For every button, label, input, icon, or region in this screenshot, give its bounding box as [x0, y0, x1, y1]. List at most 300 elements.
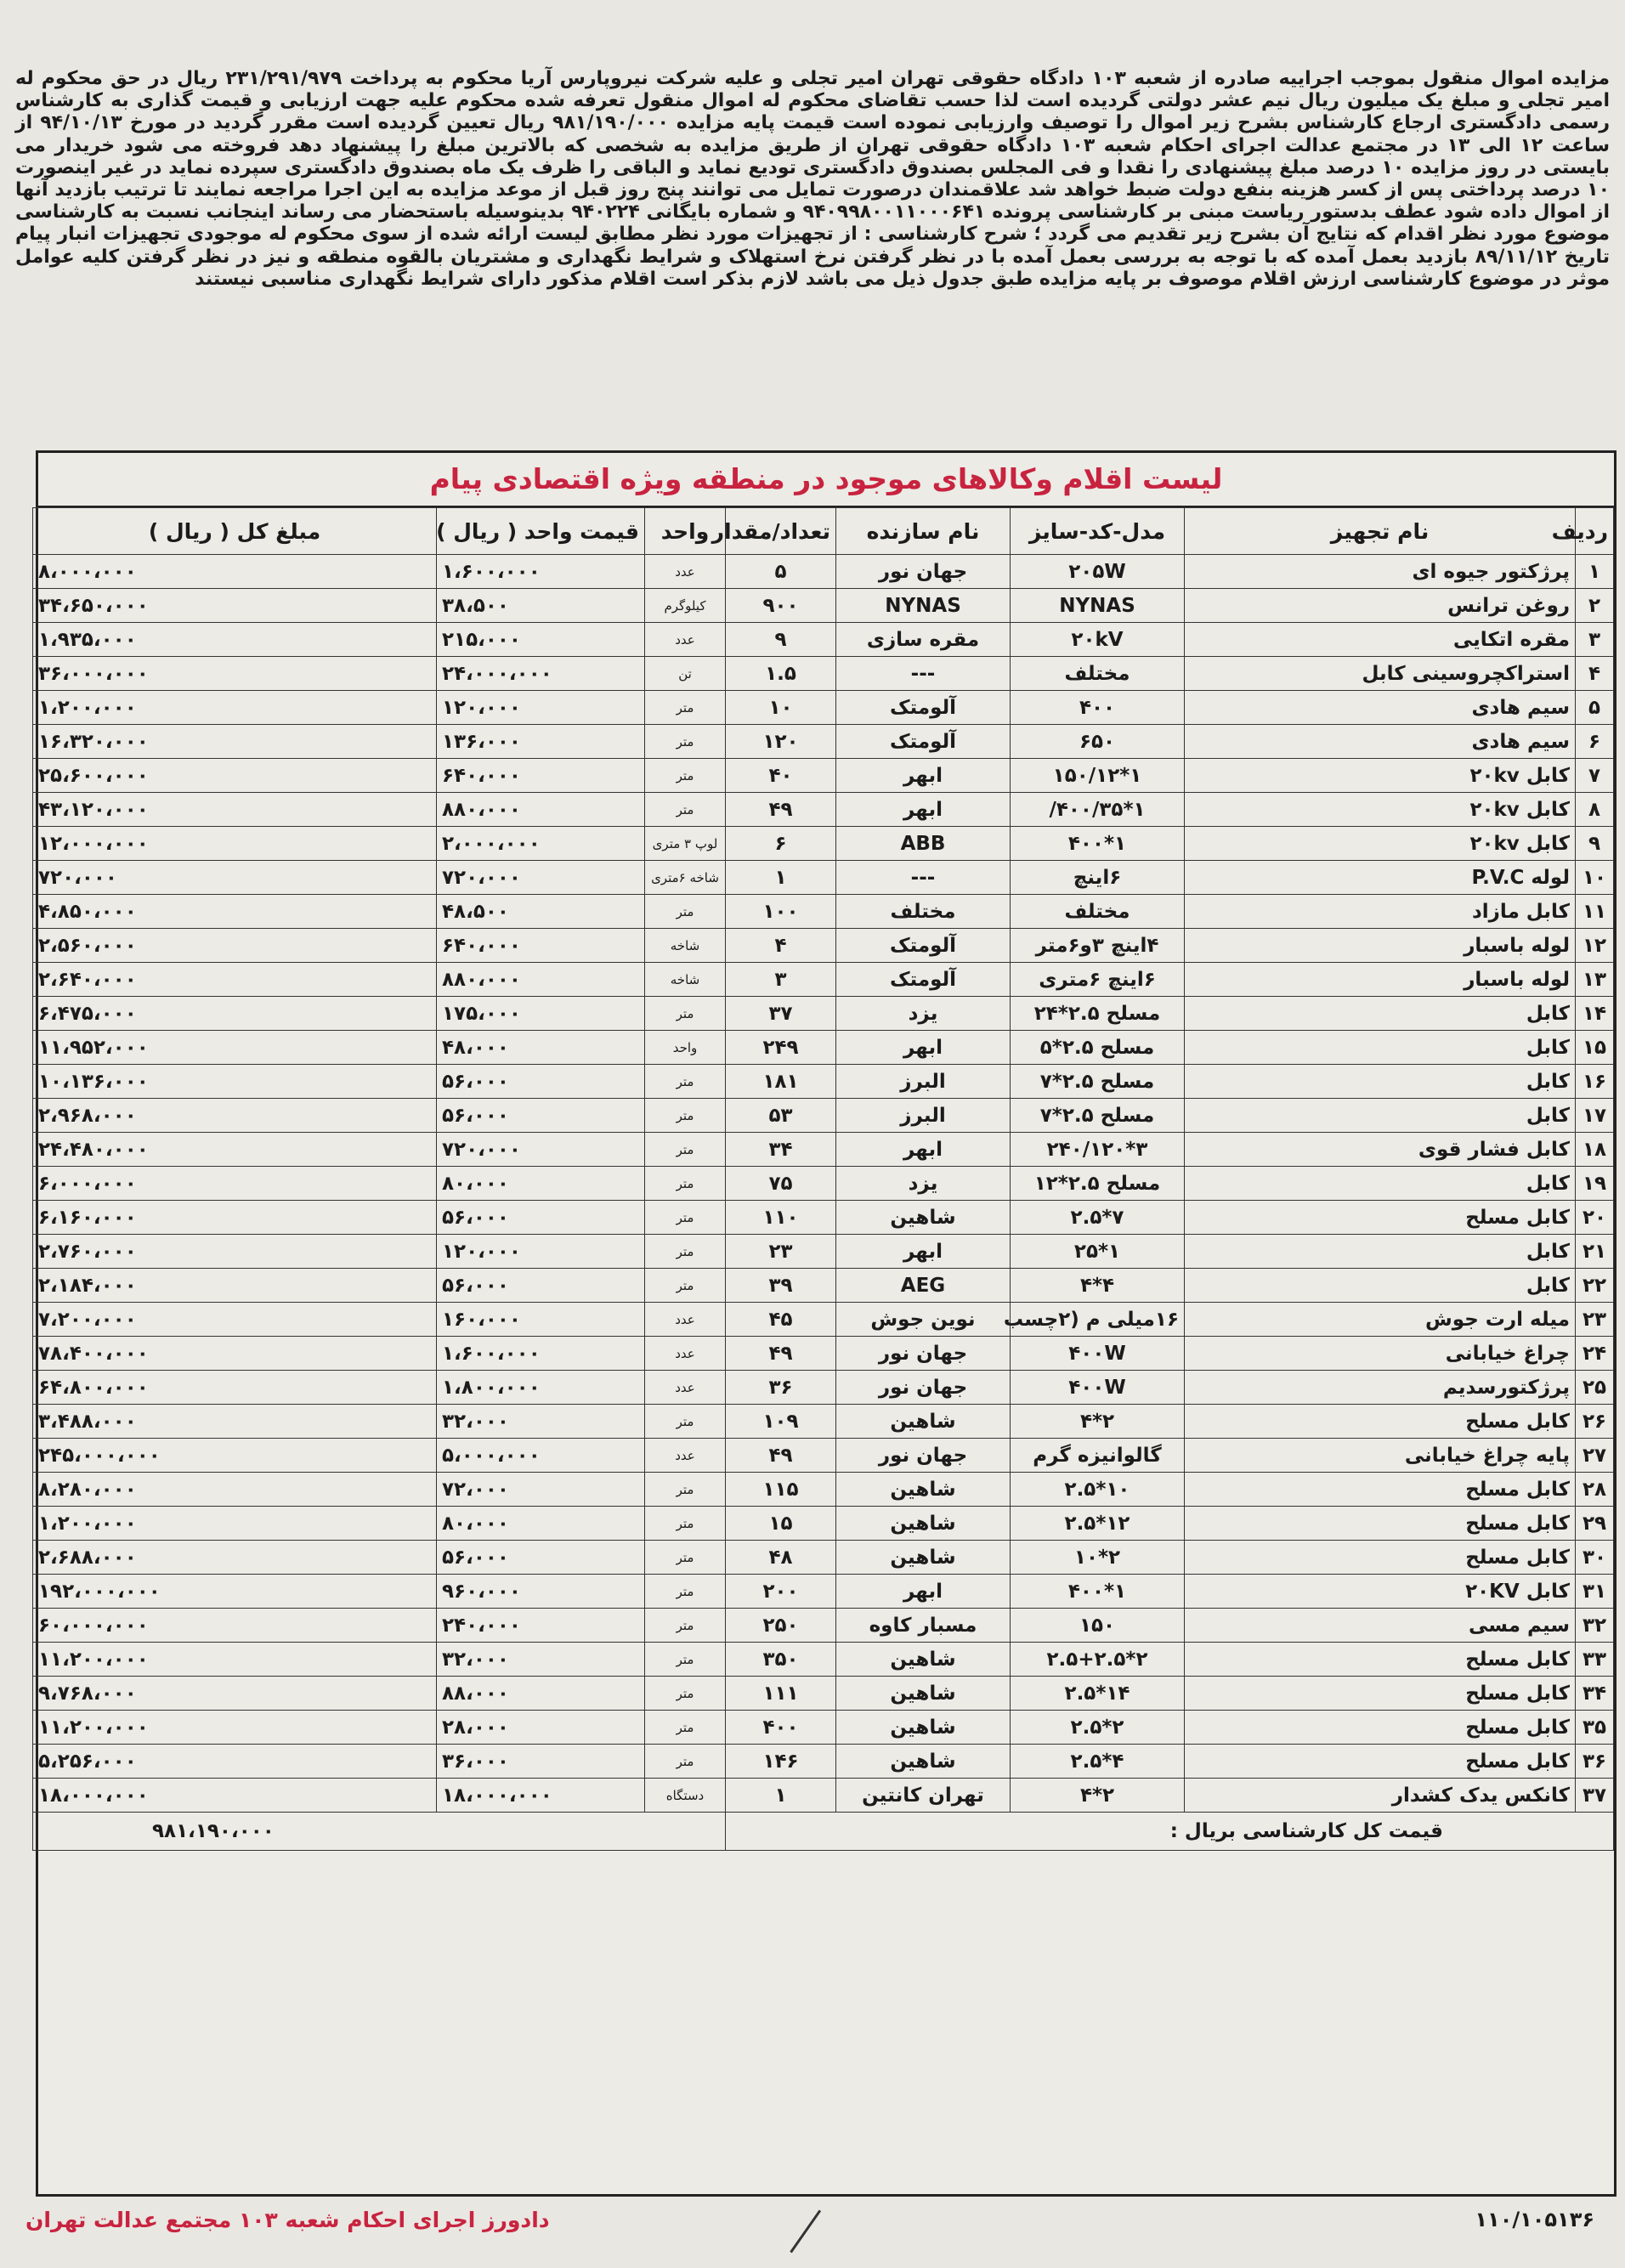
cell-equipment-name: سیم هادی: [1185, 725, 1576, 759]
cell-equipment-name: روغن ترانس: [1185, 589, 1576, 623]
cell-total-price: ۲،۵۶۰،۰۰۰: [33, 929, 437, 963]
cell-model-size: ۴*۴: [1011, 1269, 1185, 1303]
cell-row-number: ۱۱: [1576, 895, 1614, 929]
cell-row-number: ۲۴: [1576, 1337, 1614, 1371]
cell-row-number: ۲۸: [1576, 1473, 1614, 1507]
cell-quantity: ۹: [726, 623, 836, 657]
table-row: [33, 929, 1614, 963]
cell-model-size: مسلح ۲.۵*۱۲: [1011, 1167, 1185, 1201]
cell-unit: متر: [645, 1541, 726, 1575]
cell-total-price: ۶۴،۸۰۰،۰۰۰: [33, 1371, 437, 1405]
cell-row-number: ۲: [1576, 589, 1614, 623]
cell-unit-price: ۸۰،۰۰۰: [437, 1507, 645, 1541]
col-header-row-number: ردیف: [1576, 508, 1614, 555]
cell-model-size: ۱۴*۲.۵: [1011, 1677, 1185, 1711]
cell-row-number: ۲۹: [1576, 1507, 1614, 1541]
cell-equipment-name: کابل: [1185, 1167, 1576, 1201]
cell-unit-price: ۶۴۰،۰۰۰: [437, 759, 645, 793]
cell-row-number: ۳۵: [1576, 1711, 1614, 1745]
cell-unit: متر: [645, 1235, 726, 1269]
cell-row-number: ۵: [1576, 691, 1614, 725]
cell-quantity: ۲۴۹: [726, 1031, 836, 1065]
cell-quantity: ۴۸: [726, 1541, 836, 1575]
cell-unit: واحد: [645, 1031, 726, 1065]
cell-unit: متر: [645, 759, 726, 793]
cell-total-price: ۴۳،۱۲۰،۰۰۰: [33, 793, 437, 827]
table-row: [33, 1201, 1614, 1235]
cell-quantity: ۱۰۰: [726, 895, 836, 929]
pen-stroke-mark: [790, 2209, 841, 2267]
cell-unit: شاخه ۶متری: [645, 861, 726, 895]
cell-model-size: ۱*۴۰۰/۳۵/: [1011, 793, 1185, 827]
cell-unit-price: ۱۲۰،۰۰۰: [437, 1235, 645, 1269]
cell-equipment-name: چراغ خیابانی: [1185, 1337, 1576, 1371]
cell-manufacturer: شاهین: [836, 1643, 1011, 1677]
cell-total-price: ۷۲۰،۰۰۰: [33, 861, 437, 895]
cell-row-number: ۳۱: [1576, 1575, 1614, 1609]
col-header-unit-price: قیمت واحد ( ریال ): [437, 508, 645, 555]
cell-manufacturer: جهان نور: [836, 1337, 1011, 1371]
cell-unit-price: ۸۰،۰۰۰: [437, 1167, 645, 1201]
cell-manufacturer: ABB: [836, 827, 1011, 861]
table-row: [33, 1609, 1614, 1643]
cell-equipment-name: کابل: [1185, 1099, 1576, 1133]
cell-total-price: ۱،۲۰۰،۰۰۰: [33, 1507, 437, 1541]
cell-unit: متر: [645, 1065, 726, 1099]
cell-total-price: ۲۴،۴۸۰،۰۰۰: [33, 1133, 437, 1167]
col-header-total-price: مبلغ کل ( ریال ): [33, 508, 437, 555]
cell-quantity: ۴۰: [726, 759, 836, 793]
cell-manufacturer: شاهین: [836, 1405, 1011, 1439]
cell-quantity: ۳۹: [726, 1269, 836, 1303]
cell-unit-price: ۸۸۰،۰۰۰: [437, 963, 645, 997]
cell-equipment-name: کانکس یدک کشدار: [1185, 1779, 1576, 1813]
cell-model-size: ۱۰*۲.۵: [1011, 1473, 1185, 1507]
cell-equipment-name: کابل ۲۰kv: [1185, 759, 1576, 793]
items-table-frame: [36, 450, 1617, 2197]
cell-total-price: ۱۸،۰۰۰،۰۰۰: [33, 1779, 437, 1813]
cell-equipment-name: کابل ۲۰kv: [1185, 827, 1576, 861]
cell-unit-price: ۵۶،۰۰۰: [437, 1541, 645, 1575]
cell-row-number: ۱۴: [1576, 997, 1614, 1031]
cell-model-size: مسلح ۲.۵*۲۴: [1011, 997, 1185, 1031]
cell-quantity: ۱۰: [726, 691, 836, 725]
cell-manufacturer: شاهین: [836, 1541, 1011, 1575]
cell-quantity: ۳۵۰: [726, 1643, 836, 1677]
cell-quantity: ۱۴۶: [726, 1745, 836, 1779]
cell-equipment-name: کابل مسلح: [1185, 1473, 1576, 1507]
cell-row-number: ۱۹: [1576, 1167, 1614, 1201]
cell-quantity: ۹۰۰: [726, 589, 836, 623]
cell-row-number: ۴: [1576, 657, 1614, 691]
table-row: [33, 827, 1614, 861]
cell-manufacturer: شاهین: [836, 1677, 1011, 1711]
cell-row-number: ۱۵: [1576, 1031, 1614, 1065]
cell-equipment-name: میله ارت جوش: [1185, 1303, 1576, 1337]
cell-unit-price: ۷۲۰،۰۰۰: [437, 861, 645, 895]
cell-model-size: ۱*۱۵۰/۱۲: [1011, 759, 1185, 793]
cell-manufacturer: ابهر: [836, 1235, 1011, 1269]
cell-manufacturer: جهان نور: [836, 1439, 1011, 1473]
cell-equipment-name: کابل ۲۰KV: [1185, 1575, 1576, 1609]
cell-quantity: ۱۱۰: [726, 1201, 836, 1235]
cell-equipment-name: کابل مسلح: [1185, 1507, 1576, 1541]
items-table: [32, 507, 1614, 1851]
cell-total-price: ۴،۸۵۰،۰۰۰: [33, 895, 437, 929]
cell-row-number: ۳: [1576, 623, 1614, 657]
table-row: [33, 725, 1614, 759]
cell-row-number: ۶: [1576, 725, 1614, 759]
cell-total-price: ۶،۴۷۵،۰۰۰: [33, 997, 437, 1031]
cell-manufacturer: تهران کانتین: [836, 1779, 1011, 1813]
cell-model-size: ۱۶میلی م (۲چسب: [1011, 1303, 1185, 1337]
cell-quantity: ۴۹: [726, 793, 836, 827]
cell-row-number: ۲۰: [1576, 1201, 1614, 1235]
cell-unit-price: ۱،۶۰۰،۰۰۰: [437, 555, 645, 589]
cell-total-price: ۱۹۲،۰۰۰،۰۰۰: [33, 1575, 437, 1609]
cell-quantity: ۱۰۹: [726, 1405, 836, 1439]
cell-total-price: ۲،۶۸۸،۰۰۰: [33, 1541, 437, 1575]
cell-equipment-name: کابل مسلح: [1185, 1711, 1576, 1745]
cell-quantity: ۲۳: [726, 1235, 836, 1269]
cell-total-price: ۱،۹۳۵،۰۰۰: [33, 623, 437, 657]
cell-total-price: ۹،۷۶۸،۰۰۰: [33, 1677, 437, 1711]
cell-row-number: ۹: [1576, 827, 1614, 861]
cell-row-number: ۳۳: [1576, 1643, 1614, 1677]
cell-quantity: ۵۳: [726, 1099, 836, 1133]
notice-code: ۱۱۰/۱۰۵۱۳۶: [1475, 2208, 1594, 2231]
cell-equipment-name: کابل: [1185, 1235, 1576, 1269]
auction-notice-text: مزایده اموال منقول بموجب اجراییه صادره از شعبه ۱۰۳ دادگاه حقوقی تهران امیر تجلی و علیه شرکت نیروپارس آریا محکوم به پرداخت ۲۳۱/۲۹۱/۹۷۹ ریال در حق محکوم له امیر تجلی و مبلغ یک میلیون ریال نیم عشر دولتی گردیده است لذا حسب تقاضای محکوم له اموال منقول تعرفه شده محکوم علیه جهت ارزیابی و قیمت گذاری به کارشناس رسمی دادگستری ارجاع کارشناس بشرح زیر اموال را توصیف وارزیابی نموده است قیمت پایه مزایده ۹۸۱/۱۹۰/۰۰۰ ریال تعیین گردیده است مقرر گردید در مورخ ۹۴/۱۰/۱۳ از ساعت ۱۲ الی ۱۳ در مجتمع عدالت اجرای احکام شعبه ۱۰۳ دادگاه حقوقی تهران از طریق مزایده به شخصی که بالاترین مبلغ را پیشنهاد دهد فروخته می شود خریدار می بایستی در روز مزایده ۱۰ درصد مبلغ پیشنهادی را نقدا و فی المجلس بصندوق دادگستری تودیع نماید و الباقی را ظرف یک ماه بصندوق دادگستری سپرده نماید در غیر اینصورت ۱۰ درصد پرداختی پس از کسر هزینه بنفع دولت ضبط خواهد شد علاقمندان درصورت تمایل می توانند پنج روز قبل از موعد مزایده به این اجرا مراجعه نمایند تا ترتیب بازدید آنها از اموال داده شود عطف بدستور ریاست مبنی بر کارشناسی پرونده ۹۴۰۹۹۸۰۰۱۱۰۰۰۶۴۱ و شماره بایگانی ۹۴۰۲۲۴ بدینوسیله باستحضار می رساند اینجانب نسبت به کارشناسی موضوع مورد نظر اقدام که نتایج آن بشرح زیر تقدیم می گردد ؛ شرح کارشناسی : از تجهیزات مورد نظر مطابق لیست ارائه شده از سوی محکوم له موجودی تجهیزات انبار پیام تاریخ ۸۹/۱۱/۱۲ بازدید بعمل آمده که با توجه به بررسی بعمل آمده با در نظر گرفتن نرخ استهلاک و شرایط نگهداری و مشتریان بالقوه منطقه و نیز در نظر گرفتن کلیه عوامل موثر در موضوع کارشناسی ارزش اقلام موصوف بر پایه مزایده طبق جدول ذیل می باشد لازم بذکر است اقلام مذکور دارای شرایط نگهداری مناسبی نیستند: [15, 68, 1611, 290]
cell-unit: متر: [645, 793, 726, 827]
table-row: [33, 1337, 1614, 1371]
cell-unit: متر: [645, 1167, 726, 1201]
cell-quantity: ۲۵۰: [726, 1609, 836, 1643]
cell-model-size: ۲*۲.۵: [1011, 1711, 1185, 1745]
cell-manufacturer: NYNAS: [836, 589, 1011, 623]
cell-model-size: ۱۵۰: [1011, 1609, 1185, 1643]
cell-model-size: ۲*۱۰: [1011, 1541, 1185, 1575]
col-header-equipment-name: نام تجهیز: [1185, 508, 1576, 555]
col-header-unit: واحد: [645, 508, 726, 555]
table-row: [33, 589, 1614, 623]
cell-model-size: گالوانیزه گرم: [1011, 1439, 1185, 1473]
cell-unit-price: ۳۸،۵۰۰: [437, 589, 645, 623]
cell-total-price: ۱۶،۳۲۰،۰۰۰: [33, 725, 437, 759]
table-row: [33, 1167, 1614, 1201]
cell-unit: متر: [645, 1473, 726, 1507]
cell-total-price: ۱،۲۰۰،۰۰۰: [33, 691, 437, 725]
cell-unit-price: ۵۶،۰۰۰: [437, 1269, 645, 1303]
cell-equipment-name: کابل مسلح: [1185, 1677, 1576, 1711]
table-row: [33, 997, 1614, 1031]
cell-row-number: ۱۲: [1576, 929, 1614, 963]
cell-quantity: ۱۵: [726, 1507, 836, 1541]
cell-total-price: ۱۱،۹۵۲،۰۰۰: [33, 1031, 437, 1065]
cell-total-price: ۲،۷۶۰،۰۰۰: [33, 1235, 437, 1269]
cell-model-size: ۴۰۰W: [1011, 1337, 1185, 1371]
cell-unit: شاخه: [645, 963, 726, 997]
cell-unit: کیلوگرم: [645, 589, 726, 623]
cell-manufacturer: جهان نور: [836, 555, 1011, 589]
cell-unit: متر: [645, 1405, 726, 1439]
table-row: [33, 555, 1614, 589]
cell-quantity: ۳۶: [726, 1371, 836, 1405]
cell-row-number: ۳۷: [1576, 1779, 1614, 1813]
cell-total-price: ۸،۰۰۰،۰۰۰: [33, 555, 437, 589]
cell-row-number: ۱۶: [1576, 1065, 1614, 1099]
cell-unit: متر: [645, 1507, 726, 1541]
cell-model-size: ۴۰۰: [1011, 691, 1185, 725]
cell-model-size: ۴اینچ ۳و۶متر: [1011, 929, 1185, 963]
cell-total-price: ۷،۲۰۰،۰۰۰: [33, 1303, 437, 1337]
table-row: [33, 1473, 1614, 1507]
cell-unit-price: ۲،۰۰۰،۰۰۰: [437, 827, 645, 861]
cell-row-number: ۱۷: [1576, 1099, 1614, 1133]
table-row: [33, 1303, 1614, 1337]
cell-total-price: ۶،۱۶۰،۰۰۰: [33, 1201, 437, 1235]
cell-quantity: ۱: [726, 861, 836, 895]
cell-manufacturer: یزد: [836, 1167, 1011, 1201]
table-row: [33, 1643, 1614, 1677]
col-header-manufacturer: نام سازنده: [836, 508, 1011, 555]
cell-manufacturer: مختلف: [836, 895, 1011, 929]
cell-model-size: مختلف: [1011, 895, 1185, 929]
cell-equipment-name: استراکچروسینی کابل: [1185, 657, 1576, 691]
cell-unit: متر: [645, 1099, 726, 1133]
cell-total-price: ۶،۰۰۰،۰۰۰: [33, 1167, 437, 1201]
cell-unit-price: ۷۲،۰۰۰: [437, 1473, 645, 1507]
table-title: لیست اقلام وکالاهای موجود در منطقه ویژه اقتصادی پیام: [38, 453, 1614, 507]
cell-unit: متر: [645, 1269, 726, 1303]
cell-unit-price: ۹۶۰،۰۰۰: [437, 1575, 645, 1609]
cell-total-price: ۱۲،۰۰۰،۰۰۰: [33, 827, 437, 861]
cell-unit-price: ۳۶،۰۰۰: [437, 1745, 645, 1779]
cell-unit: لوپ ۳ متری: [645, 827, 726, 861]
cell-unit-price: ۴۸،۰۰۰: [437, 1031, 645, 1065]
cell-unit-price: ۵۶،۰۰۰: [437, 1099, 645, 1133]
cell-manufacturer: نوین جوش: [836, 1303, 1011, 1337]
cell-unit: عدد: [645, 1371, 726, 1405]
cell-manufacturer: البرز: [836, 1099, 1011, 1133]
cell-unit-price: ۱،۶۰۰،۰۰۰: [437, 1337, 645, 1371]
cell-row-number: ۳۲: [1576, 1609, 1614, 1643]
cell-unit-price: ۱،۸۰۰،۰۰۰: [437, 1371, 645, 1405]
cell-model-size: ۲۰kV: [1011, 623, 1185, 657]
cell-quantity: ۳: [726, 963, 836, 997]
cell-unit: متر: [645, 895, 726, 929]
cell-model-size: ۲۰۵W: [1011, 555, 1185, 589]
cell-unit-price: ۸۸،۰۰۰: [437, 1677, 645, 1711]
cell-manufacturer: آلومتک: [836, 725, 1011, 759]
table-row: [33, 1235, 1614, 1269]
table-row: [33, 1405, 1614, 1439]
cell-equipment-name: مقره اتکایی: [1185, 623, 1576, 657]
cell-total-price: ۷۸،۴۰۰،۰۰۰: [33, 1337, 437, 1371]
cell-quantity: ۳۴: [726, 1133, 836, 1167]
cell-unit: متر: [645, 1711, 726, 1745]
cell-quantity: ۱۲۰: [726, 725, 836, 759]
cell-unit: عدد: [645, 1303, 726, 1337]
cell-total-price: ۲،۹۶۸،۰۰۰: [33, 1099, 437, 1133]
cell-manufacturer: مسبار کاوه: [836, 1609, 1011, 1643]
table-row: [33, 1439, 1614, 1473]
cell-total-price: ۲۵،۶۰۰،۰۰۰: [33, 759, 437, 793]
total-value: ۹۸۱،۱۹۰،۰۰۰: [33, 1813, 726, 1851]
cell-manufacturer: آلومتک: [836, 691, 1011, 725]
cell-model-size: ۳*۲۴۰/۱۲۰: [1011, 1133, 1185, 1167]
table-row: [33, 623, 1614, 657]
cell-model-size: ۱۲*۲.۵: [1011, 1507, 1185, 1541]
table-row: [33, 861, 1614, 895]
cell-manufacturer: شاهین: [836, 1745, 1011, 1779]
table-row: [33, 963, 1614, 997]
table-row: [33, 793, 1614, 827]
cell-row-number: ۳۴: [1576, 1677, 1614, 1711]
cell-unit: متر: [645, 1745, 726, 1779]
cell-equipment-name: سیم مسی: [1185, 1609, 1576, 1643]
table-row: [33, 1779, 1614, 1813]
cell-quantity: ۴۵: [726, 1303, 836, 1337]
cell-model-size: ۲*۴: [1011, 1405, 1185, 1439]
cell-unit: عدد: [645, 1439, 726, 1473]
cell-unit-price: ۳۲،۰۰۰: [437, 1643, 645, 1677]
cell-quantity: ۱۱۱: [726, 1677, 836, 1711]
cell-unit-price: ۱۷۵،۰۰۰: [437, 997, 645, 1031]
items-table-body: [33, 555, 1614, 1813]
table-row: [33, 1065, 1614, 1099]
cell-quantity: ۴۹: [726, 1337, 836, 1371]
table-row: [33, 1031, 1614, 1065]
table-row: [33, 1371, 1614, 1405]
cell-unit-price: ۱۲۰،۰۰۰: [437, 691, 645, 725]
cell-equipment-name: کابل ۲۰kv: [1185, 793, 1576, 827]
cell-manufacturer: شاهین: [836, 1711, 1011, 1745]
cell-manufacturer: ابهر: [836, 1575, 1011, 1609]
cell-equipment-name: لوله باسبار: [1185, 929, 1576, 963]
cell-manufacturer: آلومتک: [836, 929, 1011, 963]
cell-equipment-name: کابل فشار قوی: [1185, 1133, 1576, 1167]
cell-quantity: ۶: [726, 827, 836, 861]
table-row: [33, 1507, 1614, 1541]
cell-total-price: ۲،۱۸۴،۰۰۰: [33, 1269, 437, 1303]
table-row: [33, 1099, 1614, 1133]
cell-equipment-name: کابل: [1185, 1031, 1576, 1065]
cell-unit-price: ۲۱۵،۰۰۰: [437, 623, 645, 657]
cell-manufacturer: ---: [836, 861, 1011, 895]
cell-model-size: ۱*۴۰۰: [1011, 1575, 1185, 1609]
cell-equipment-name: کابل مسلح: [1185, 1643, 1576, 1677]
table-header-row: [33, 508, 1614, 555]
cell-model-size: ۶اینچ: [1011, 861, 1185, 895]
cell-quantity: ۴: [726, 929, 836, 963]
cell-manufacturer: مقره سازی: [836, 623, 1011, 657]
cell-quantity: ۱.۵: [726, 657, 836, 691]
cell-quantity: ۳۷: [726, 997, 836, 1031]
cell-row-number: ۲۳: [1576, 1303, 1614, 1337]
cell-manufacturer: ابهر: [836, 793, 1011, 827]
col-header-quantity: تعداد/مقدار: [726, 508, 836, 555]
cell-model-size: ۷*۲.۵: [1011, 1201, 1185, 1235]
cell-quantity: ۴۹: [726, 1439, 836, 1473]
cell-manufacturer: ---: [836, 657, 1011, 691]
cell-model-size: ۲*۴: [1011, 1779, 1185, 1813]
cell-manufacturer: شاهین: [836, 1201, 1011, 1235]
total-label: قیمت کل کارشناسی بریال :: [726, 1813, 1614, 1851]
cell-total-price: ۱۱،۲۰۰،۰۰۰: [33, 1643, 437, 1677]
cell-model-size: NYNAS: [1011, 589, 1185, 623]
cell-unit: عدد: [645, 555, 726, 589]
cell-unit: متر: [645, 997, 726, 1031]
cell-unit-price: ۶۴۰،۰۰۰: [437, 929, 645, 963]
cell-row-number: ۲۱: [1576, 1235, 1614, 1269]
cell-quantity: ۵: [726, 555, 836, 589]
cell-unit: شاخه: [645, 929, 726, 963]
cell-total-price: ۱۰،۱۳۶،۰۰۰: [33, 1065, 437, 1099]
cell-manufacturer: ابهر: [836, 1133, 1011, 1167]
cell-unit: تن: [645, 657, 726, 691]
cell-equipment-name: کابل: [1185, 1269, 1576, 1303]
cell-unit-price: ۴۸،۵۰۰: [437, 895, 645, 929]
cell-manufacturer: البرز: [836, 1065, 1011, 1099]
cell-equipment-name: لوله باسبار: [1185, 963, 1576, 997]
cell-equipment-name: پرژکتورسدیم: [1185, 1371, 1576, 1405]
cell-total-price: ۳،۴۸۸،۰۰۰: [33, 1405, 437, 1439]
cell-row-number: ۱: [1576, 555, 1614, 589]
cell-quantity: ۱: [726, 1779, 836, 1813]
cell-total-price: ۸،۲۸۰،۰۰۰: [33, 1473, 437, 1507]
cell-total-price: ۳۶،۰۰۰،۰۰۰: [33, 657, 437, 691]
cell-equipment-name: کابل مازاد: [1185, 895, 1576, 929]
cell-quantity: ۱۱۵: [726, 1473, 836, 1507]
cell-unit: متر: [645, 1609, 726, 1643]
cell-unit-price: ۱۸،۰۰۰،۰۰۰: [437, 1779, 645, 1813]
table-row: [33, 1745, 1614, 1779]
cell-unit: عدد: [645, 1337, 726, 1371]
cell-unit: عدد: [645, 623, 726, 657]
cell-model-size: ۱*۲۵: [1011, 1235, 1185, 1269]
col-header-model: مدل-کد-سایز: [1011, 508, 1185, 555]
cell-unit: متر: [645, 1575, 726, 1609]
cell-row-number: ۱۳: [1576, 963, 1614, 997]
cell-manufacturer: ابهر: [836, 1031, 1011, 1065]
cell-equipment-name: کابل مسلح: [1185, 1405, 1576, 1439]
cell-equipment-name: پرژکتور جیوه ای: [1185, 555, 1576, 589]
cell-row-number: ۲۵: [1576, 1371, 1614, 1405]
cell-unit: دستگاه: [645, 1779, 726, 1813]
cell-unit: متر: [645, 725, 726, 759]
cell-unit-price: ۵۶،۰۰۰: [437, 1065, 645, 1099]
cell-quantity: ۴۰۰: [726, 1711, 836, 1745]
table-row: [33, 759, 1614, 793]
table-row: [33, 1711, 1614, 1745]
cell-equipment-name: کابل مسلح: [1185, 1745, 1576, 1779]
cell-total-price: ۳۴،۶۵۰،۰۰۰: [33, 589, 437, 623]
cell-manufacturer: شاهین: [836, 1507, 1011, 1541]
cell-unit-price: ۱۶۰،۰۰۰: [437, 1303, 645, 1337]
cell-quantity: ۱۸۱: [726, 1065, 836, 1099]
cell-equipment-name: لوله P.V.C: [1185, 861, 1576, 895]
cell-total-price: ۶۰،۰۰۰،۰۰۰: [33, 1609, 437, 1643]
cell-model-size: ۲*۲.۵+۲.۵: [1011, 1643, 1185, 1677]
cell-row-number: ۲۷: [1576, 1439, 1614, 1473]
cell-row-number: ۸: [1576, 793, 1614, 827]
table-row: [33, 1133, 1614, 1167]
cell-total-price: ۱۱،۲۰۰،۰۰۰: [33, 1711, 437, 1745]
cell-model-size: مسلح ۲.۵*۷: [1011, 1065, 1185, 1099]
cell-unit-price: ۳۲،۰۰۰: [437, 1405, 645, 1439]
cell-unit-price: ۲۴،۰۰۰،۰۰۰: [437, 657, 645, 691]
